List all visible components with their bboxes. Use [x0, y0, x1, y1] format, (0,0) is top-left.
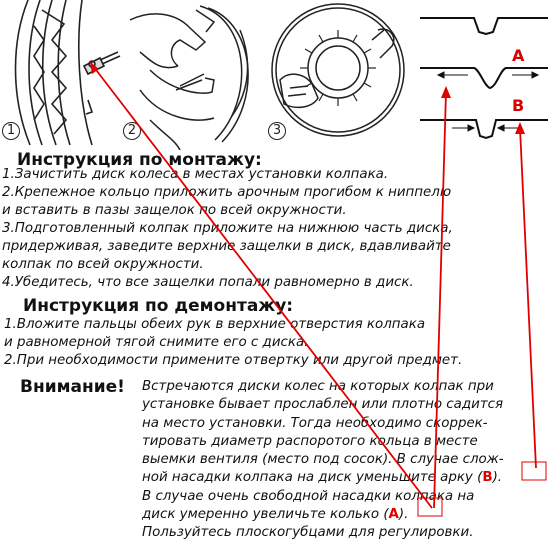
removal-line: и равномерной тягой снимите его с диска.	[4, 335, 309, 350]
removal-steps	[4, 316, 462, 370]
step-1-number: 1	[2, 122, 20, 140]
warning-line	[142, 469, 504, 487]
warning-line-text: диск умеренно увеличьте колько (	[142, 507, 389, 523]
removal-line: 2.При необходимости примените отвертку или другой предмет.	[4, 353, 463, 368]
install-line: 4.Убедитесь, что все защелки попали равномерно в диск.	[2, 275, 414, 290]
warning-line: установке бывает прослаблен или плотно садится	[142, 397, 504, 413]
warning-line-end: ).	[492, 470, 503, 486]
install-line: и вставить в пазы защелок по всей окружности.	[2, 203, 347, 218]
warning-line: В случае очень свободной насадки колпака на	[142, 488, 475, 504]
install-line: 1.Зачистить диск колеса в местах установки колпака.	[2, 167, 389, 182]
warning-line: тировать диаметр распоротого кольца в месте	[142, 433, 478, 449]
warning-line	[142, 506, 504, 524]
warning-ref-b: B	[482, 470, 493, 486]
figure-1-wheel-cover	[16, 0, 121, 145]
removal-heading: Инструкция по демонтажу:	[23, 296, 294, 316]
warning-line-end: ).	[398, 507, 409, 523]
callout-a-label: A	[512, 46, 525, 65]
callout-b-label: B	[512, 96, 525, 115]
ref-b-box	[522, 462, 546, 480]
figure-2-mounting-ring	[130, 6, 248, 150]
warning-line: Пользуйтесь плоскогубцами для регулировки.	[142, 525, 474, 541]
figure-3-wheel-hands	[272, 4, 404, 136]
arrow-b-to-diagram	[520, 128, 536, 468]
warning-line: на место установки. Тогда необходимо скоррек-	[142, 415, 488, 431]
ring-profile-diagrams	[420, 18, 548, 138]
removal-line: 1.Вложите пальцы обеих рук в верхние отверстия колпака	[4, 317, 426, 332]
warning-line: Встречаются диски колес на которых колпак при	[142, 379, 494, 394]
step-2-number: 2	[123, 122, 141, 140]
warning-heading: Внимание!	[20, 377, 125, 397]
install-line: 2.Крепежное кольцо приложить арочным прогибом к ниппелю	[2, 185, 452, 200]
warning-ref-a: A	[388, 507, 399, 523]
install-line: 3.Подготовленный колпак приложите на нижнюю часть диска,	[2, 221, 453, 236]
install-line: колпак по всей окружности.	[2, 257, 204, 272]
warning-line-text: ной насадки колпака на диск уменьшите арку (	[142, 470, 483, 486]
install-steps	[2, 166, 453, 292]
install-heading: Инструкция по монтажу:	[17, 150, 262, 170]
warning-line: выемки вентиля (место под сосок). В случае слож-	[142, 452, 504, 468]
step-3-number: 3	[268, 122, 286, 140]
warning-text	[142, 378, 504, 541]
install-line: придерживая, заведите верхние защелки в диск, вдавливайте	[2, 239, 451, 254]
